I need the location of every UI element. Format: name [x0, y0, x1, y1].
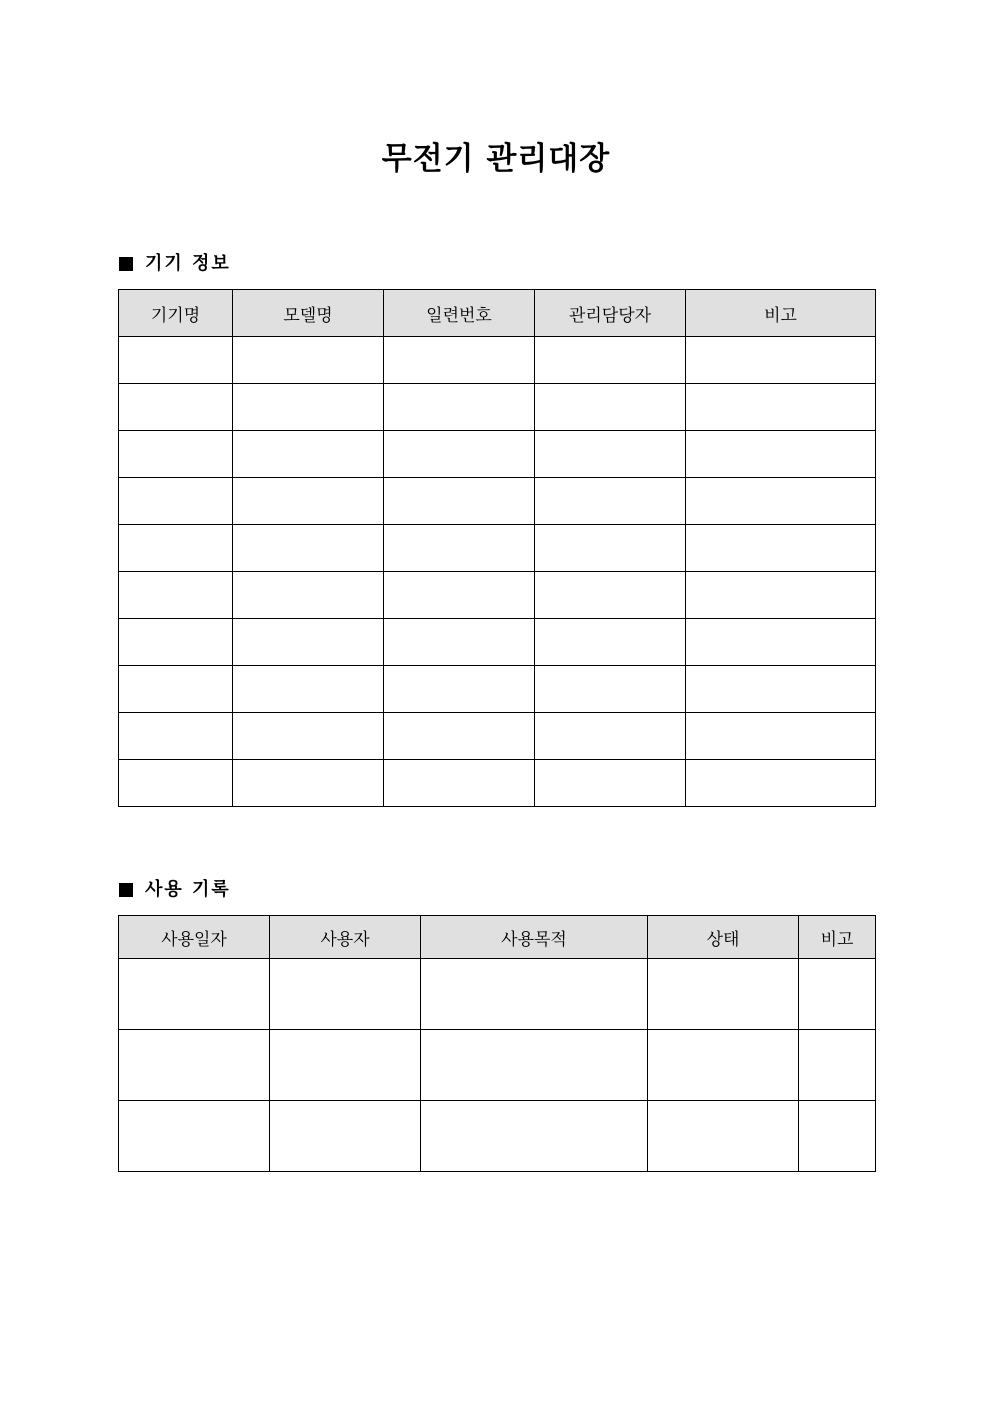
- table-cell[interactable]: [421, 1030, 648, 1101]
- table-row: [119, 619, 876, 666]
- square-bullet-icon: [119, 257, 133, 271]
- table-cell[interactable]: [799, 1030, 876, 1101]
- device-info-table-body: [119, 337, 876, 807]
- table-cell[interactable]: [119, 1030, 270, 1101]
- table-cell[interactable]: [233, 760, 384, 807]
- table-cell[interactable]: [535, 384, 686, 431]
- table-cell[interactable]: [799, 959, 876, 1030]
- table-cell[interactable]: [686, 478, 876, 525]
- table-cell[interactable]: [119, 478, 233, 525]
- column-header-remarks: 비고: [686, 290, 876, 337]
- table-cell[interactable]: [119, 1101, 270, 1172]
- table-cell[interactable]: [535, 760, 686, 807]
- table-cell[interactable]: [119, 713, 233, 760]
- table-cell[interactable]: [270, 1101, 421, 1172]
- table-cell[interactable]: [686, 384, 876, 431]
- column-header-manager: 관리담당자: [535, 290, 686, 337]
- square-bullet-icon: [119, 883, 133, 897]
- table-cell[interactable]: [119, 666, 233, 713]
- table-cell[interactable]: [233, 713, 384, 760]
- device-info-table: [118, 289, 876, 807]
- table-row: [119, 337, 876, 384]
- column-header-remarks: 비고: [799, 916, 876, 959]
- table-cell[interactable]: [535, 666, 686, 713]
- column-header-status: 상태: [648, 916, 799, 959]
- table-cell[interactable]: [384, 478, 535, 525]
- table-cell[interactable]: [535, 713, 686, 760]
- usage-log-table: [118, 915, 876, 1172]
- table-cell[interactable]: [119, 384, 233, 431]
- table-row: [119, 1030, 876, 1101]
- table-cell[interactable]: [535, 525, 686, 572]
- table-cell[interactable]: [233, 619, 384, 666]
- table-cell[interactable]: [384, 431, 535, 478]
- table-cell[interactable]: [384, 760, 535, 807]
- section-heading-label: 사용 기록: [145, 879, 231, 900]
- table-cell[interactable]: [421, 959, 648, 1030]
- table-cell[interactable]: [384, 713, 535, 760]
- table-row: [119, 713, 876, 760]
- column-header-user: 사용자: [270, 916, 421, 959]
- table-row: [119, 1101, 876, 1172]
- table-cell[interactable]: [233, 384, 384, 431]
- table-cell[interactable]: [384, 337, 535, 384]
- table-cell[interactable]: [686, 619, 876, 666]
- section-heading-device-info: [119, 252, 231, 276]
- table-cell[interactable]: [686, 525, 876, 572]
- table-cell[interactable]: [648, 1030, 799, 1101]
- column-header-usage-date: 사용일자: [119, 916, 270, 959]
- table-cell[interactable]: [535, 337, 686, 384]
- table-cell[interactable]: [119, 572, 233, 619]
- table-cell[interactable]: [384, 525, 535, 572]
- table-cell[interactable]: [233, 525, 384, 572]
- table-cell[interactable]: [384, 384, 535, 431]
- column-header-model-name: 모델명: [233, 290, 384, 337]
- table-cell[interactable]: [119, 337, 233, 384]
- table-cell[interactable]: [233, 572, 384, 619]
- table-header-row: [119, 916, 876, 959]
- table-cell[interactable]: [119, 760, 233, 807]
- table-cell[interactable]: [384, 619, 535, 666]
- table-cell[interactable]: [686, 666, 876, 713]
- table-cell[interactable]: [270, 1030, 421, 1101]
- section-heading-usage-log: [119, 878, 231, 902]
- table-cell[interactable]: [119, 619, 233, 666]
- table-cell[interactable]: [384, 666, 535, 713]
- table-cell[interactable]: [648, 1101, 799, 1172]
- column-header-serial-number: 일련번호: [384, 290, 535, 337]
- table-cell[interactable]: [686, 337, 876, 384]
- table-cell[interactable]: [535, 478, 686, 525]
- table-cell[interactable]: [799, 1101, 876, 1172]
- table-cell[interactable]: [119, 959, 270, 1030]
- table-header-row: [119, 290, 876, 337]
- column-header-purpose: 사용목적: [421, 916, 648, 959]
- column-header-device-name: 기기명: [119, 290, 233, 337]
- section-heading-label: 기기 정보: [145, 253, 231, 274]
- table-cell[interactable]: [233, 666, 384, 713]
- table-row: [119, 525, 876, 572]
- table-cell[interactable]: [535, 619, 686, 666]
- table-cell[interactable]: [686, 760, 876, 807]
- table-cell[interactable]: [233, 337, 384, 384]
- document-title: 무전기 관리대장: [381, 141, 611, 177]
- table-cell[interactable]: [384, 572, 535, 619]
- table-cell[interactable]: [535, 572, 686, 619]
- table-cell[interactable]: [686, 713, 876, 760]
- table-cell[interactable]: [421, 1101, 648, 1172]
- table-cell[interactable]: [233, 431, 384, 478]
- table-cell[interactable]: [270, 959, 421, 1030]
- table-row: [119, 572, 876, 619]
- table-cell[interactable]: [535, 431, 686, 478]
- table-cell[interactable]: [686, 431, 876, 478]
- table-row: [119, 959, 876, 1030]
- table-cell[interactable]: [119, 431, 233, 478]
- table-row: [119, 666, 876, 713]
- table-row: [119, 478, 876, 525]
- table-cell[interactable]: [686, 572, 876, 619]
- table-cell[interactable]: [648, 959, 799, 1030]
- table-cell[interactable]: [119, 525, 233, 572]
- table-row: [119, 431, 876, 478]
- table-row: [119, 760, 876, 807]
- usage-log-table-body: [119, 959, 876, 1172]
- table-cell[interactable]: [233, 478, 384, 525]
- table-row: [119, 384, 876, 431]
